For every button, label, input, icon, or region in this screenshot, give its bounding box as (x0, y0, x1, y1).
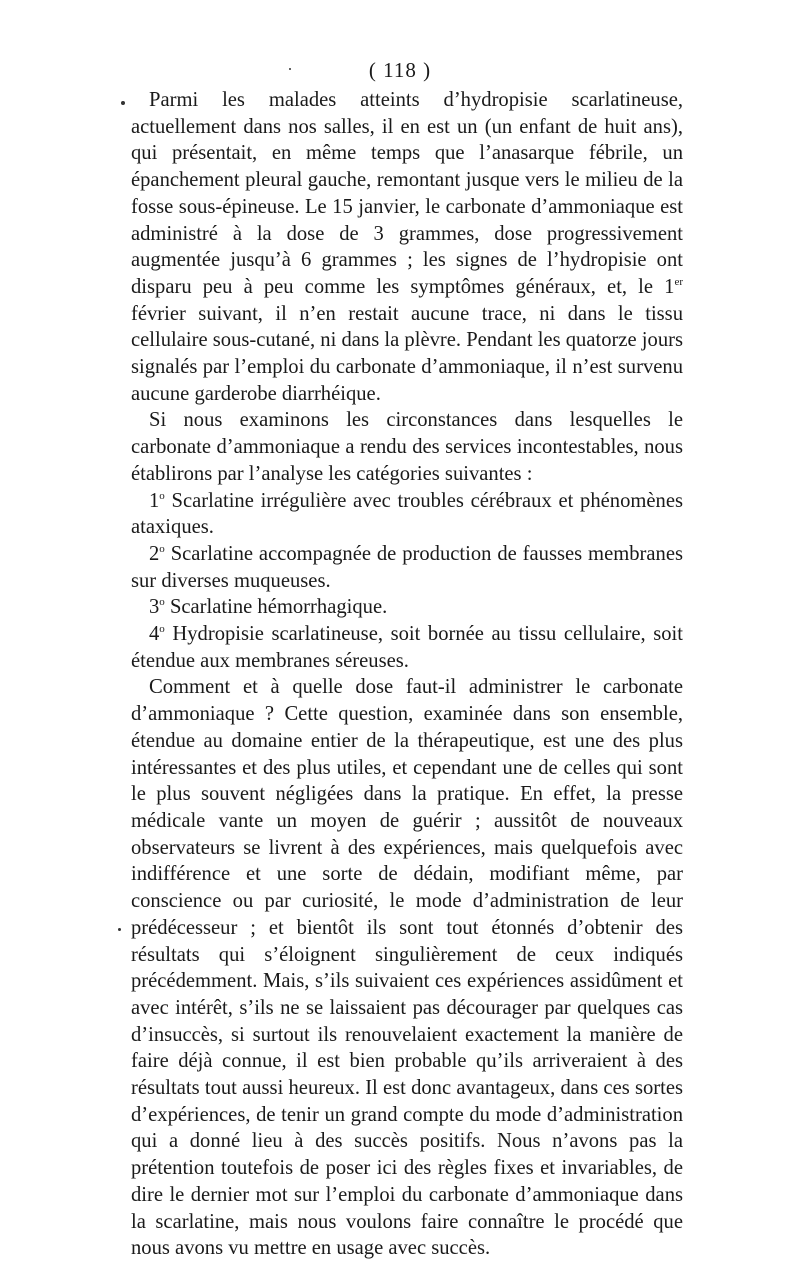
list-number: 4 (149, 623, 160, 646)
list-number: 3 (149, 596, 160, 619)
ink-speck (118, 928, 121, 931)
paragraph-administration: Comment et à quelle dose faut-il administrer le carbonate d’ammoniaque ? Cette question, examinée dans son ensemble, étendue au domaine entier de la thérapeutique, est une des plus intéressantes et des plus utiles, et cependant une de celles qui sont le plus souvent négligées dans la pratique. En effet, la presse médicale vante un moyen de guérir ; aussitôt de nouveaux observateurs se livrent à des expériences, mais quelquefois avec indifférence et une sorte de dédain, modifiant même, par conscience ou par curiosité, le mode d’administration de leur prédécesseur ; et bientôt ils sont tout étonnés d’obtenir des résultats qui s’éloignent singulièrement de ceux indiqués précédemment. Mais, s’ils suivaient ces expériences assidûment et avec intérêt, s’ils ne se laissaient pas décourager par quelques cas d’insuccès, si surtout ils renouvelaient exactement la manière de faire déjà connue, il est bien probable qu’ils arriveraient à des résultats tout aussi heureux. Il est donc avantageux, dans ces sortes d’expériences, de tenir un grand compte du mode d’administration qui a donné lieu à des succès positifs. Nous n’avons pas la prétention toutefois de poser ici des règles fixes et invariables, de dire le dernier mot sur l’emploi du carbonate d’ammoniaque dans la scarlatine, mais nous voulons faire connaître le procédé que nous avons vu mettre en usage avec succès. (131, 676, 683, 1260)
list-number: 2 (149, 542, 160, 565)
degree-mark: o (159, 489, 165, 502)
list-item-2: 2$^o$ Scarlatine accompagnée de production de fausses membranes sur diverses muqueuses. (131, 542, 683, 592)
paragraph-hydropisie-case: Parmi les malades atteints d’hydropisie scarlatineuse, actuellement dans nos salles, il en est un (un enfant de huit ans), qui présentait, en même temps que l’anasarque fébrile, un épanchement pleural gauche, remontant jusque vers le milieu de la fosse sous-épineuse. Le 15 janvier, le carbonate d’ammoniaque est administré à la dose de 3 grammes, dose progressivement augmentée jusqu’à 6 grammes ; les signes de l’hydropisie ont disparu peu à peu comme les symptômes généraux, et, le 1er février suivant, il n’en restait aucune trace, ni dans le tissu cellulaire sous-cutané, ni dans la plèvre. Pendant les quatorze jours signalés par l’emploi du carbonate d’ammoniaque, il n’est survenu aucune garderobe diarrhéique. (131, 89, 683, 405)
list-number: 1 (149, 489, 160, 512)
degree-mark: o (159, 543, 165, 556)
list-item-3: 3$^o$ Scarlatine hémorrhagique. (149, 596, 388, 619)
superscript-er: er (674, 276, 683, 289)
page-number: ( 118 ) (368, 58, 432, 82)
degree-mark: o (159, 623, 165, 636)
degree-mark: o (159, 596, 165, 609)
list-item-1: 1$^o$ Scarlatine irrégulière avec troubles cérébraux et phénomènes ataxiques. (131, 489, 683, 539)
list-item-4: 4$^o$ Hydropisie scarlatineuse, soit bornée au tissu cellulaire, soit étendue aux membranes séreuses. (131, 623, 683, 672)
ink-speck (289, 68, 291, 70)
ink-speck (121, 101, 125, 105)
body-text (131, 87, 683, 1262)
paragraph-categories-intro: Si nous examinons les circonstances dans lesquelles le carbonate d’ammoniaque a rendu des services incontestables, nous établirons par l’analyse les catégories suivantes : (131, 409, 683, 485)
